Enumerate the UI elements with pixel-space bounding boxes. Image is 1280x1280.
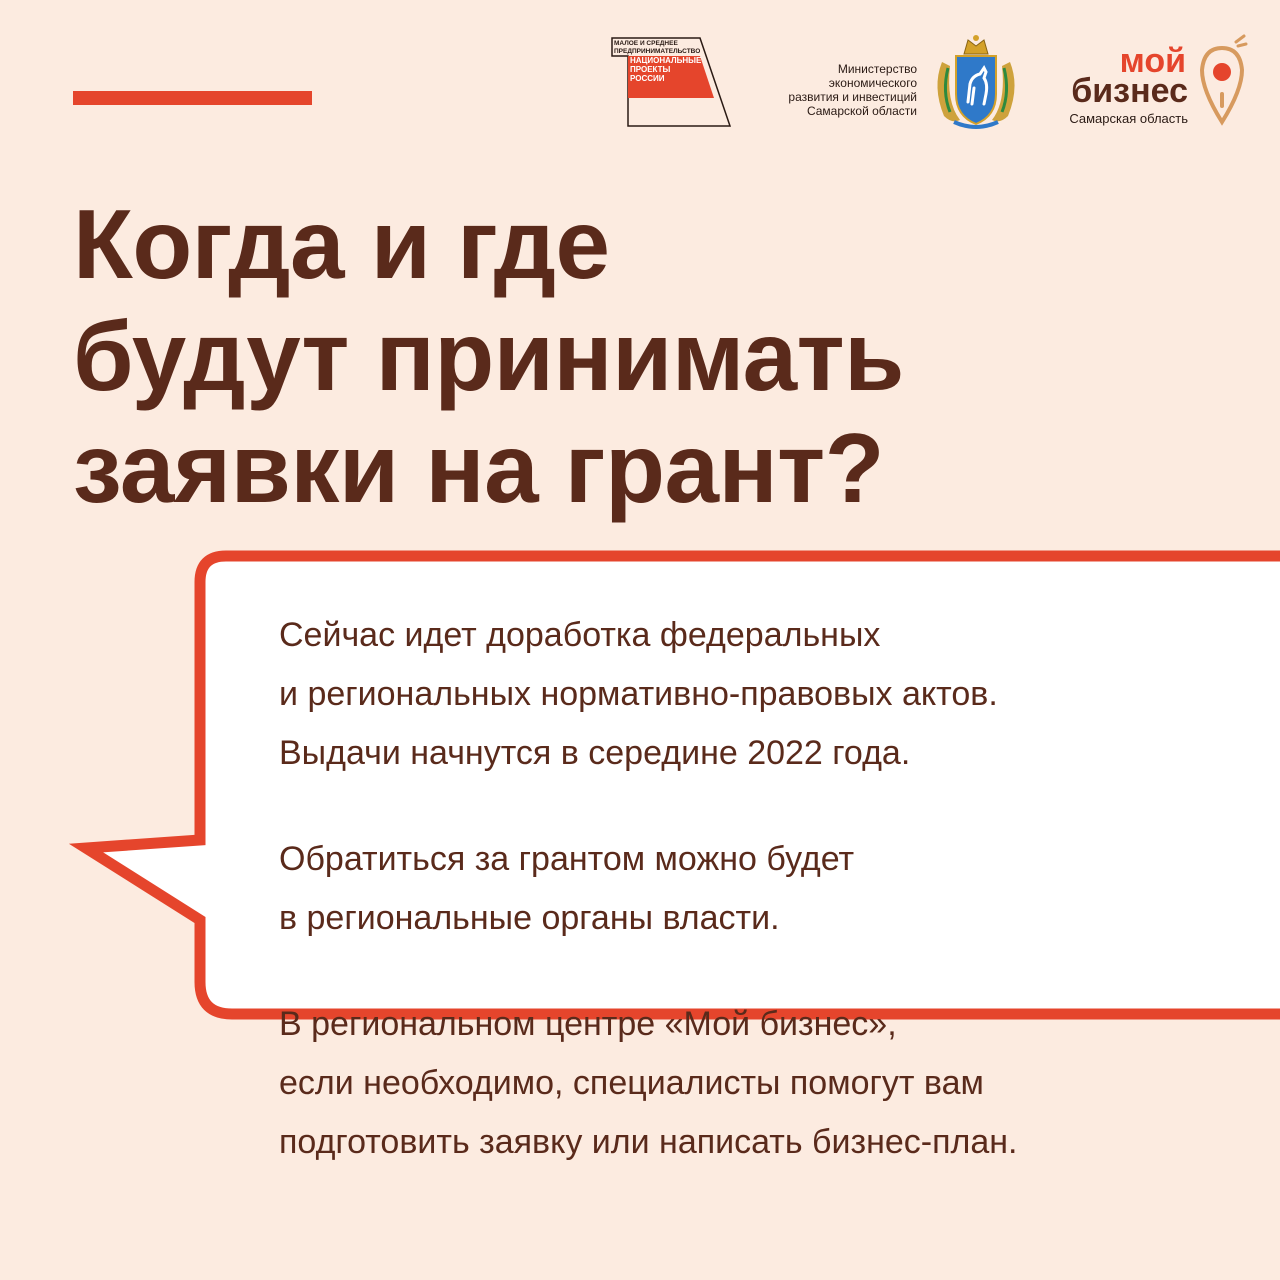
ministry-name: Министерство экономического развития и инвестиций Самарской области [788,62,917,118]
moy-biznes-word1: мой [1119,42,1186,80]
bubble-content [279,606,1239,1219]
title-line: будут принимать [73,301,904,411]
paragraph-help: В региональном центре «Мой бизнес», если необходимо, специалисты помогут вам подготовить заявку или написать бизнес-план. [279,1005,1018,1161]
moy-biznes-region: Самарская область [1069,111,1188,126]
title-line: Когда и где [73,189,610,299]
paragraph-where: Обратиться за грантом можно будет в региональные органы власти. [279,840,855,937]
national-projects-title: НАЦИОНАЛЬНЫЕ ПРОЕКТЫ РОССИИ [630,56,702,83]
title-line: заявки на грант? [73,413,885,523]
paragraph-status: Сейчас идет доработка федеральных и региональных нормативно-правовых актов. Выдачи начнутся в середине 2022 года. [279,616,998,772]
moy-biznes-word2: бизнес [1071,72,1188,110]
national-projects-small-text: МАЛОЕ И СРЕДНЕЕ ПРЕДПРИНИМАТЕЛЬСТВО [614,40,701,55]
